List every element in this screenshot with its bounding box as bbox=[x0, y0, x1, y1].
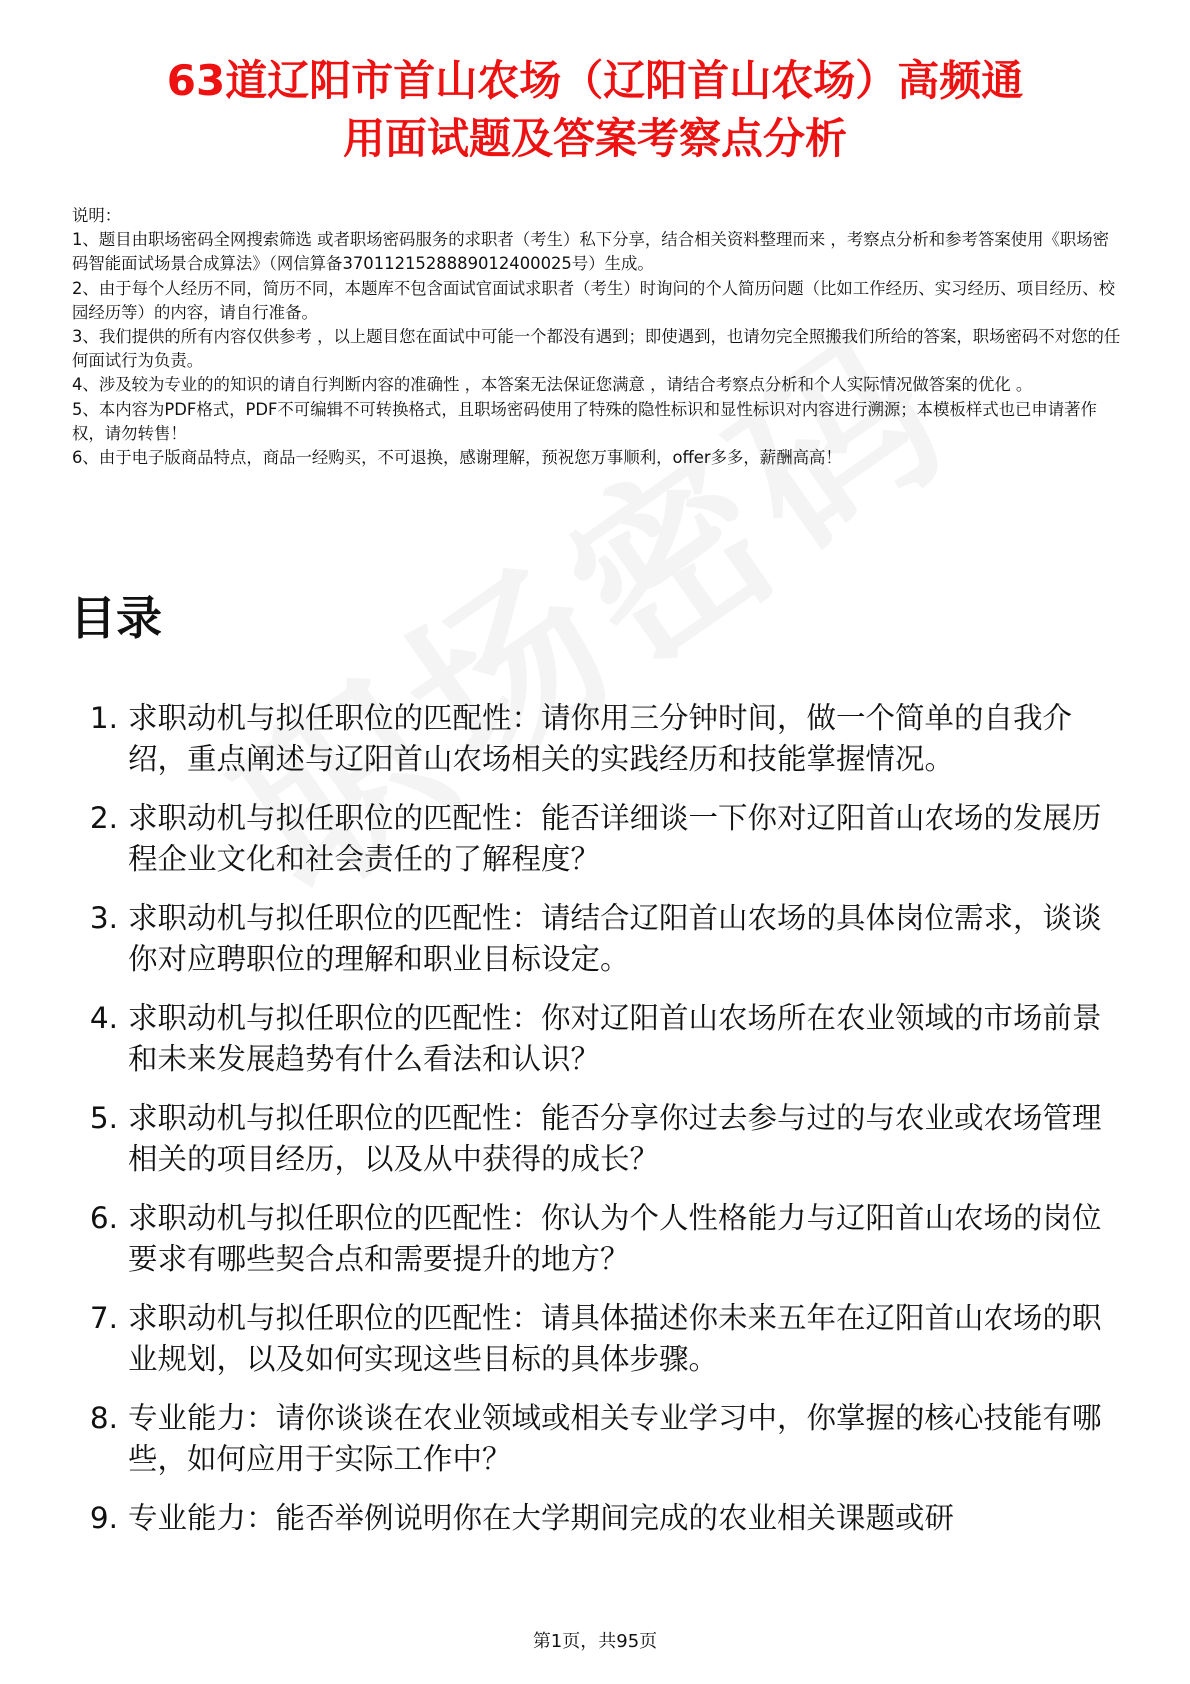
toc-item-number: 6. bbox=[89, 1201, 118, 1235]
toc-item-text: 求职动机与拟任职位的匹配性：请具体描述你未来五年在辽阳首山农场的职业规划，以及如何实现这些目标的具体步骤。 bbox=[128, 1301, 1102, 1376]
note-item: 6、由于电子版商品特点，商品一经购买，不可退换，感谢理解，预祝您万事顺利，offer多多，薪酬高高！ bbox=[72, 448, 842, 468]
toc-item bbox=[70, 998, 1130, 1080]
toc-item-text: 求职动机与拟任职位的匹配性：请你用三分钟时间，做一个简单的自我介绍，重点阐述与辽阳首山农场相关的实践经历和技能掌握情况。 bbox=[128, 701, 1073, 776]
toc-list bbox=[70, 698, 1130, 1557]
title-line-2: 用面试题及答案考察点分析 bbox=[342, 114, 847, 163]
toc-item-text: 求职动机与拟任职位的匹配性：你对辽阳首山农场所在农业领域的市场前景和未来发展趋势有什么看法和认识？ bbox=[128, 1001, 1102, 1076]
toc-item bbox=[70, 1098, 1130, 1180]
toc-item bbox=[70, 1498, 1130, 1539]
toc-item-text: 求职动机与拟任职位的匹配性：你认为个人性格能力与辽阳首山农场的岗位要求有哪些契合点和需要提升的地方？ bbox=[128, 1201, 1102, 1276]
toc-item-text: 专业能力：能否举例说明你在大学期间完成的农业相关课题或研 bbox=[128, 1501, 955, 1535]
toc-item-number: 5. bbox=[89, 1101, 118, 1135]
toc-item bbox=[70, 1298, 1130, 1380]
toc-item-text: 求职动机与拟任职位的匹配性：能否详细谈一下你对辽阳首山农场的发展历程企业文化和社会责任的了解程度？ bbox=[128, 801, 1102, 876]
toc-item-number: 1. bbox=[89, 701, 118, 735]
title-line-1: 63道辽阳市首山农场（辽阳首山农场）高频通 bbox=[166, 56, 1024, 105]
toc-item-number: 2. bbox=[89, 801, 118, 835]
notes-heading: 说明： bbox=[72, 206, 122, 225]
toc-item-text: 求职动机与拟任职位的匹配性：能否分享你过去参与过的与农业或农场管理相关的项目经历，以及从中获得的成长？ bbox=[128, 1101, 1102, 1176]
note-item: 2、由于每个人经历不同，简历不同，本题库不包含面试官面试求职者（考生）时询问的个人简历问题（比如工作经历、实习经历、项目经历、校园经历等）的内容，请自行准备。 bbox=[72, 278, 1116, 322]
toc-item-text: 专业能力：请你谈谈在农业领域或相关专业学习中，你掌握的核心技能有哪些，如何应用于实际工作中？ bbox=[128, 1401, 1102, 1476]
note-item: 4、涉及较为专业的的知识的请自行判断内容的准确性 ，本答案无法保证您满意 ，请结合考察点分析和个人实际情况做答案的优化 。 bbox=[72, 375, 1033, 395]
toc-item bbox=[70, 698, 1130, 780]
toc-item-text: 求职动机与拟任职位的匹配性：请结合辽阳首山农场的具体岗位需求，谈谈你对应聘职位的理解和职业目标设定。 bbox=[128, 901, 1102, 976]
toc-item-number: 8. bbox=[89, 1401, 118, 1435]
toc-item-number: 7. bbox=[89, 1301, 118, 1335]
page-number: 第1页，共95页 bbox=[532, 1631, 658, 1652]
toc-item bbox=[70, 1198, 1130, 1280]
toc-item-number: 9. bbox=[89, 1501, 118, 1535]
toc-item bbox=[70, 798, 1130, 880]
notes-section bbox=[72, 204, 1122, 470]
document-title bbox=[60, 52, 1130, 168]
note-item: 3、我们提供的所有内容仅供参考 ，以上题目您在面试中可能一个都没有遇到；即使遇到，也请勿完全照搬我们所给的答案，职场密码不对您的任何面试行为负责。 bbox=[72, 327, 1121, 371]
toc-item-number: 3. bbox=[89, 901, 118, 935]
note-item: 1、题目由职场密码全网搜索筛选 或者职场密码服务的求职者（考生）私下分享，结合相关资料整理而来 ，考察点分析和参考答案使用《职场密码智能面试场景合成算法》（网信算备3701121528889012400025号）生成。 bbox=[72, 230, 1110, 274]
toc-heading: 目录 bbox=[70, 591, 162, 645]
note-item: 5、本内容为PDF格式，PDF不可编辑不可转换格式，且职场密码使用了特殊的隐性标识和显性标识对内容进行溯源；本模板样式也已申请著作权，请勿转售！ bbox=[72, 399, 1097, 443]
toc-item bbox=[70, 898, 1130, 980]
toc-item-number: 4. bbox=[89, 1001, 118, 1035]
toc-item bbox=[70, 1398, 1130, 1480]
